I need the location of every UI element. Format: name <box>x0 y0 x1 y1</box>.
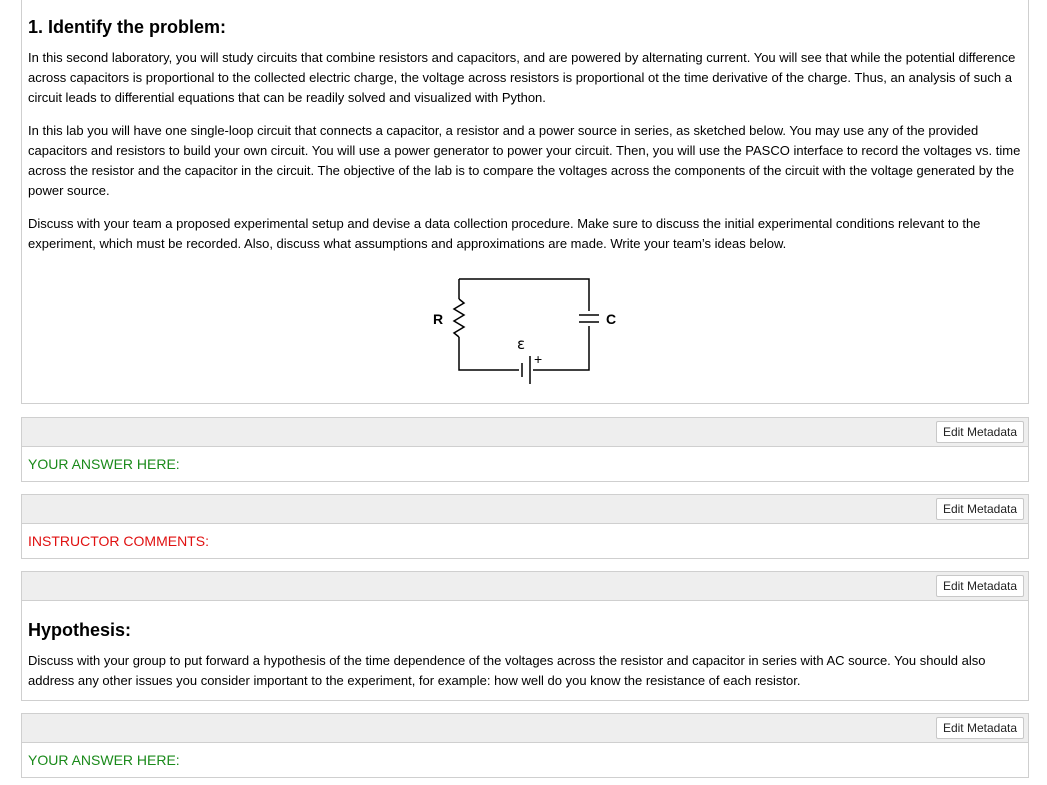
rc-circuit-diagram <box>22 259 1028 409</box>
edit-metadata-button[interactable]: Edit Metadata <box>936 717 1024 739</box>
problem-paragraph-1: In this second laboratory, you will study circuits that combine resistors and capacitors, and are powered by alternating current. You will see that while the potential difference across capacitors is proportional to the collected electric charge, the voltage across resistors is proportional ot the time derivative of the charge. Thus, an analysis of such a circuit leads to differential equations that can be readily solved and visualized with Python. <box>28 50 1016 105</box>
hypothesis-cell[interactable] <box>21 571 1029 701</box>
answer-cell-2[interactable] <box>21 713 1029 778</box>
instructor-comments-cell[interactable] <box>21 494 1029 559</box>
emf-label: ε <box>517 335 526 353</box>
battery-plus-label: + <box>534 351 543 367</box>
edit-metadata-button[interactable]: Edit Metadata <box>936 498 1024 520</box>
resistor-symbol <box>454 299 464 337</box>
hypothesis-text: Discuss with your group to put forward a hypothesis of the time dependence of the voltages across the resistor and capacitor in series with AC source. You should also address any other issues you consider important to the experiment, for example: how well do you know the resistance of each resistor. <box>28 653 986 688</box>
edit-metadata-button[interactable]: Edit Metadata <box>936 575 1024 597</box>
cell-toolbar <box>22 714 1028 743</box>
hypothesis-title: Hypothesis: <box>28 620 132 640</box>
cell-toolbar <box>22 495 1028 524</box>
problem-title: 1. Identify the problem: <box>28 17 227 37</box>
problem-paragraph-3: Discuss with your team a proposed experimental setup and devise a data collection procedure. Make sure to discuss the initial experimental conditions relevant to the experiment, which must be recorded. Also, discuss what assumptions and approximations are made. Write your team’s ideas below. <box>28 216 981 251</box>
answer-cell-1[interactable] <box>21 417 1029 482</box>
answer-placeholder[interactable]: YOUR ANSWER HERE: <box>28 752 180 768</box>
cell-toolbar <box>22 572 1028 601</box>
cell-toolbar <box>22 418 1028 447</box>
instructor-comments-label[interactable]: INSTRUCTOR COMMENTS: <box>28 533 209 549</box>
edit-metadata-button[interactable]: Edit Metadata <box>936 421 1024 443</box>
resistor-label: R <box>433 311 444 327</box>
capacitor-label: C <box>606 311 617 327</box>
problem-paragraph-2: In this lab you will have one single-loop circuit that connects a capacitor, a resistor and a power source in series, as sketched below. You may use any of the provided capacitors and resistors to build your own circuit. You will use a power generator to power your circuit. Then, you will use the PASCO interface to record the voltages vs. time across the resistor and the capacitor in the circuit. The objective of the lab is to compare the voltages across the components of the circuit with the voltage generated by the power source. <box>28 123 1021 198</box>
problem-cell[interactable] <box>21 0 1029 404</box>
answer-placeholder[interactable]: YOUR ANSWER HERE: <box>28 456 180 472</box>
